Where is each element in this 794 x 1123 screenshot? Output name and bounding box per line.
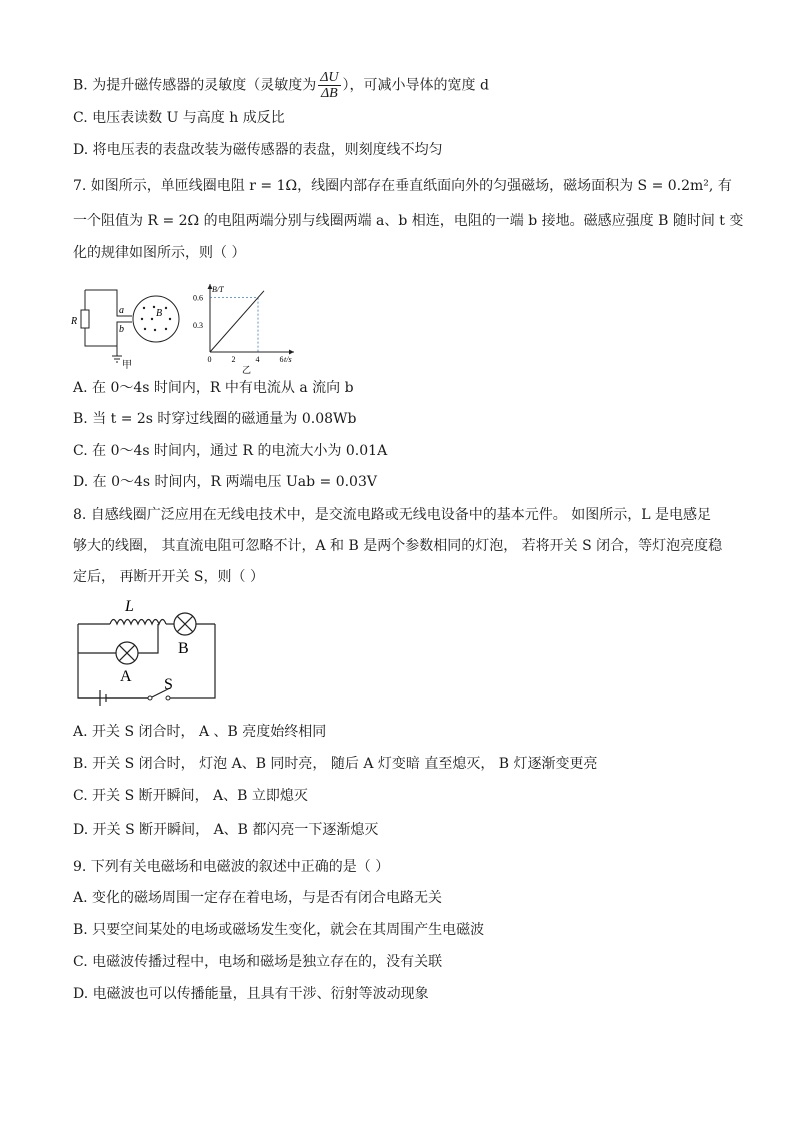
label-r: R [71,316,78,327]
label-field-b: B [156,308,163,319]
q8-stem-line2: 够大的线圈， 其直流电阻可忽略不计，A 和 B 是两个参数相同的灯泡， 若将开关 S 闭合，等灯泡亮度稳 [73,538,723,554]
q7-stem-line1: 7. 如图所示，单匝线圈电阻 r = 1Ω，线圈内部存在垂直纸面向外的匀强磁场，磁场面积为 S = 0.2m², 有 [73,178,732,194]
x-tick-label: 2 [231,355,236,364]
q6-option-d: D. 将电压表的表盘改装为磁传感器的表盘，则刻度线不均匀 [73,142,443,158]
label-b: b [119,324,124,335]
q9-option-a: A. 变化的磁场周围一定存在着电场，与是否有闭合电路无关 [73,890,443,906]
q7-stem-line3: 化的规律如图所示，则（ ） [73,245,246,261]
label-a: a [119,305,124,316]
label-lamp-a: A [120,668,132,685]
q7-figure-yi-chart [190,268,310,376]
y-tick-label: 0.6 [193,293,203,303]
y-tick-label: 0.3 [193,320,203,330]
caption-yi: 乙 [242,365,252,375]
x-axis-label: t/s [284,355,292,364]
q7-option-c: C. 在 0～4s 时间内，通过 R 的电流大小为 0.01A [73,443,388,459]
q7-stem-line2: 一个阻值为 R = 2Ω 的电阻两端分别与线圈两端 a、b 相连，电阻的一端 b 接地。磁感应强度 B 随时间 t 变 [73,213,744,229]
q9-option-d: D. 电磁波也可以传播能量，且具有干涉、衍射等波动现象 [73,986,429,1002]
y-axis-label: B/T [212,285,224,294]
q8-stem-line3: 定后， 再断开开关 S，则（ ） [73,569,264,585]
q9-option-c: C. 电磁波传播过程中，电场和磁场是独立存在的，没有关联 [73,954,443,970]
q7-option-a: A. 在 0～4s 时间内，R 中有电流从 a 流向 b [73,380,354,396]
caption-jia: 甲 [122,360,132,371]
q8-option-c: C. 开关 S 断开瞬间， A、B 立即熄灭 [73,788,308,804]
q7-option-b: B. 当 t = 2s 时穿过线圈的磁通量为 0.08Wb [73,411,357,427]
q8-option-d: D. 开关 S 断开瞬间， A、B 都闪亮一下逐渐熄灭 [73,822,379,838]
q8-option-b: B. 开关 S 闭合时， 灯泡 A、B 同时亮， 随后 A 灯变暗 直至熄灭， B 灯逐渐变更亮 [73,756,598,772]
x-tick-label: 0 [207,355,212,364]
q8-stem-line1: 8. 自感线圈广泛应用在无线电技术中，是交流电路或无线电设备中的基本元件。 如图所示，L 是电感足 [73,507,712,523]
q7-option-d: D. 在 0～4s 时间内，R 两端电压 Uab = 0.03V [73,474,377,490]
label-lamp-b: B [178,640,189,657]
q9-stem: 9. 下列有关电磁场和电磁波的叙述中正确的是（ ） [73,859,390,875]
x-axis-arrow [289,350,294,355]
q6-option-b: B. 为提升磁传感器的灵敏度（灵敏度为 $\frac{\Delta U}{\Delta B}$ ），可减小导体的宽度 d [73,70,489,101]
q8-option-a: A. 开关 S 闭合时， A 、B 亮度始终相同 [73,724,327,740]
q9-option-b: B. 只要空间某处的电场或磁场发生变化，就会在其周围产生电磁波 [73,922,485,938]
q8-circuit-figure [70,595,225,707]
sensitivity-fraction: $\frac{\Delta U}{\Delta B}$ [320,70,339,101]
q7-figure-jia [70,278,185,373]
label-switch-s: S [164,676,173,693]
x-tick-label: 4 [255,355,260,364]
series-line [210,291,264,352]
label-inductor-l: L [125,598,134,615]
q6-option-c: C. 电压表读数 U 与高度 h 成反比 [73,110,285,126]
x-tick-label: 6 [279,355,284,364]
